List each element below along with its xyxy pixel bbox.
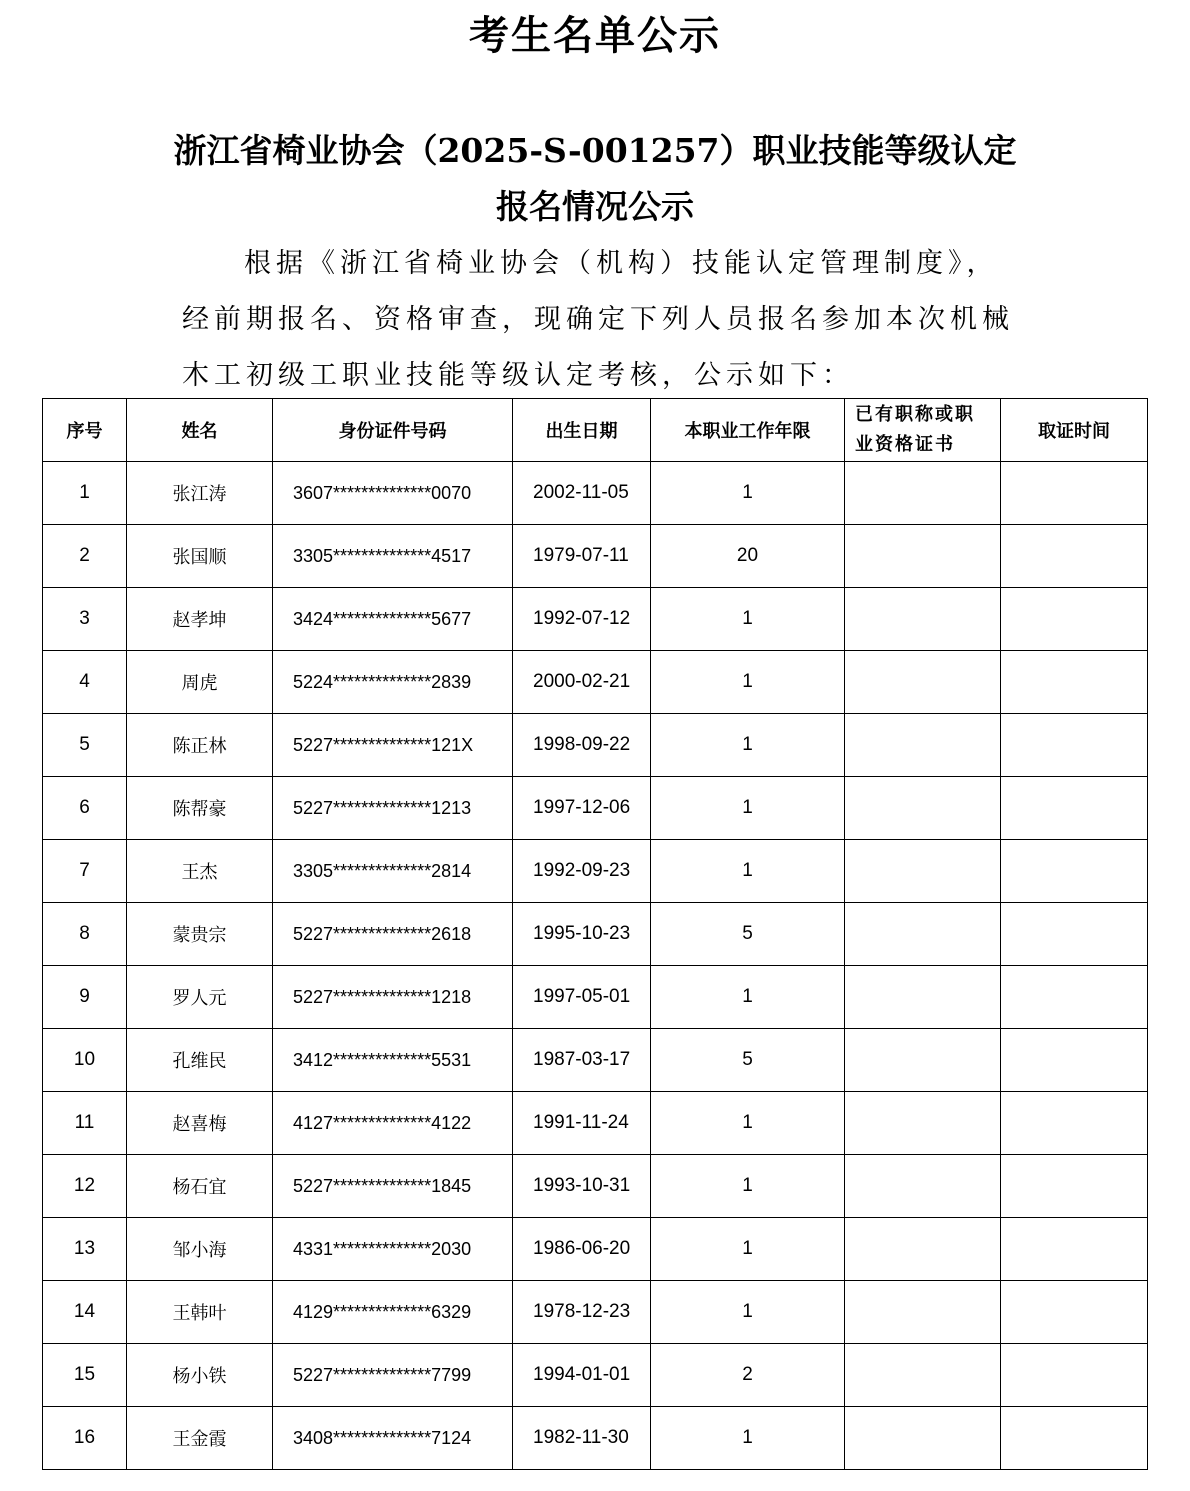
header-certificate [845,399,1001,462]
cell-seq: 1 [43,462,127,525]
cell-certificate [845,903,1001,966]
cell-id-number: 4127**************4122 [273,1092,513,1155]
cell-certificate [845,714,1001,777]
cell-certificate [845,1029,1001,1092]
cell-work-years: 1 [651,462,845,525]
table-row [43,714,1148,777]
cell-seq: 16 [43,1407,127,1470]
cell-work-years: 1 [651,840,845,903]
cell-name: 王韩叶 [127,1281,273,1344]
cell-birth-date: 1998-09-22 [513,714,651,777]
table-row [43,1218,1148,1281]
cell-name: 赵孝坤 [127,588,273,651]
cell-id-number: 5227**************7799 [273,1344,513,1407]
cell-seq: 3 [43,588,127,651]
cell-birth-date: 1978-12-23 [513,1281,651,1344]
cell-id-number: 5224**************2839 [273,651,513,714]
cell-seq: 10 [43,1029,127,1092]
table-row [43,1029,1148,1092]
cell-issue-time [1001,1281,1148,1344]
cell-work-years: 1 [651,714,845,777]
cell-seq: 8 [43,903,127,966]
cell-name: 张江涛 [127,462,273,525]
cell-seq: 14 [43,1281,127,1344]
document-title-line-2: 报名情况公示 [496,187,694,226]
table-header-row [43,399,1148,462]
header-birth-date: 出生日期 [513,399,651,462]
cell-birth-date: 1991-11-24 [513,1092,651,1155]
cell-birth-date: 1982-11-30 [513,1407,651,1470]
cell-issue-time [1001,840,1148,903]
table-row [43,525,1148,588]
cell-id-number: 3424**************5677 [273,588,513,651]
page-title: 考生名单公示 [469,12,721,59]
cell-seq: 4 [43,651,127,714]
cell-work-years: 1 [651,651,845,714]
cell-seq: 9 [43,966,127,1029]
cell-seq: 12 [43,1155,127,1218]
cell-name: 王杰 [127,840,273,903]
cell-issue-time [1001,903,1148,966]
cell-issue-time [1001,1029,1148,1092]
cell-birth-date: 1987-03-17 [513,1029,651,1092]
cell-name: 邹小海 [127,1218,273,1281]
cell-issue-time [1001,1092,1148,1155]
cell-work-years: 1 [651,777,845,840]
table-body [43,462,1148,1470]
cell-certificate [845,840,1001,903]
cell-issue-time [1001,462,1148,525]
cell-work-years: 1 [651,1155,845,1218]
cell-work-years: 20 [651,525,845,588]
table-row [43,651,1148,714]
cell-work-years: 1 [651,1092,845,1155]
cell-certificate [845,1155,1001,1218]
cell-seq: 7 [43,840,127,903]
cell-seq: 5 [43,714,127,777]
cell-id-number: 3305**************2814 [273,840,513,903]
cell-certificate [845,1281,1001,1344]
cell-birth-date: 1979-07-11 [513,525,651,588]
cell-issue-time [1001,714,1148,777]
cell-issue-time [1001,1155,1148,1218]
cell-birth-date: 1993-10-31 [513,1155,651,1218]
cell-issue-time [1001,1218,1148,1281]
cell-birth-date: 2000-02-21 [513,651,651,714]
cell-work-years: 2 [651,1344,845,1407]
table-header [43,399,1148,462]
cell-id-number: 5227**************121X [273,714,513,777]
table-row [43,1344,1148,1407]
cell-birth-date: 1997-12-06 [513,777,651,840]
cell-certificate [845,462,1001,525]
cell-id-number: 5227**************2618 [273,903,513,966]
cell-issue-time [1001,525,1148,588]
cell-name: 赵喜梅 [127,1092,273,1155]
cell-seq: 13 [43,1218,127,1281]
intro-paragraph-line-3: 木工初级工职业技能等级认定考核，公示如下： [182,360,854,391]
cell-issue-time [1001,588,1148,651]
cell-id-number: 4331**************2030 [273,1218,513,1281]
cell-name: 蒙贵宗 [127,903,273,966]
cell-birth-date: 1995-10-23 [513,903,651,966]
cell-certificate [845,777,1001,840]
intro-paragraph-line-1: 根据《浙江省椅业协会（机构）技能认定管理制度》， [244,248,999,279]
cell-id-number: 4129**************6329 [273,1281,513,1344]
header-seq: 序号 [43,399,127,462]
table-row [43,1092,1148,1155]
candidate-table [42,398,1148,1470]
table-row [43,462,1148,525]
table-row [43,1281,1148,1344]
intro-paragraph-line-2: 经前期报名、资格审查，现确定下列人员报名参加本次机械 [182,304,1014,335]
cell-birth-date: 1997-05-01 [513,966,651,1029]
table-row [43,966,1148,1029]
cell-name: 杨石宜 [127,1155,273,1218]
table-row [43,1155,1148,1218]
cell-name: 王金霞 [127,1407,273,1470]
cell-issue-time [1001,1407,1148,1470]
cell-issue-time [1001,777,1148,840]
table-row [43,840,1148,903]
document-title-line-1: 浙江省椅业协会（2025-S-001257）职业技能等级认定 [173,131,1017,170]
cell-name: 孔维民 [127,1029,273,1092]
cell-certificate [845,966,1001,1029]
cell-certificate [845,1218,1001,1281]
cell-seq: 6 [43,777,127,840]
cell-id-number: 3607**************0070 [273,462,513,525]
table-row [43,777,1148,840]
header-name: 姓名 [127,399,273,462]
cell-id-number: 3412**************5531 [273,1029,513,1092]
cell-birth-date: 2002-11-05 [513,462,651,525]
header-certificate-line-2: 业资格证书 [855,434,955,455]
cell-name: 杨小铁 [127,1344,273,1407]
cell-seq: 11 [43,1092,127,1155]
cell-id-number: 3408**************7124 [273,1407,513,1470]
cell-certificate [845,1092,1001,1155]
cell-birth-date: 1992-09-23 [513,840,651,903]
cell-name: 张国顺 [127,525,273,588]
cell-name: 陈帮豪 [127,777,273,840]
cell-work-years: 1 [651,966,845,1029]
header-certificate-line-1: 已有职称或职 [855,404,975,425]
cell-id-number: 3305**************4517 [273,525,513,588]
header-work-years: 本职业工作年限 [651,399,845,462]
cell-id-number: 5227**************1213 [273,777,513,840]
cell-certificate [845,1407,1001,1470]
cell-work-years: 5 [651,1029,845,1092]
header-id-number: 身份证件号码 [273,399,513,462]
cell-name: 周虎 [127,651,273,714]
cell-birth-date: 1994-01-01 [513,1344,651,1407]
table-row [43,903,1148,966]
cell-work-years: 1 [651,588,845,651]
header-issue-time: 取证时间 [1001,399,1148,462]
cell-id-number: 5227**************1845 [273,1155,513,1218]
cell-birth-date: 1992-07-12 [513,588,651,651]
table-row [43,1407,1148,1470]
cell-issue-time [1001,651,1148,714]
cell-name: 陈正林 [127,714,273,777]
table-row [43,588,1148,651]
cell-name: 罗人元 [127,966,273,1029]
cell-seq: 2 [43,525,127,588]
cell-issue-time [1001,966,1148,1029]
cell-certificate [845,588,1001,651]
cell-certificate [845,651,1001,714]
cell-birth-date: 1986-06-20 [513,1218,651,1281]
cell-certificate [845,1344,1001,1407]
cell-issue-time [1001,1344,1148,1407]
cell-work-years: 1 [651,1407,845,1470]
cell-work-years: 5 [651,903,845,966]
cell-id-number: 5227**************1218 [273,966,513,1029]
cell-work-years: 1 [651,1281,845,1344]
cell-seq: 15 [43,1344,127,1407]
cell-work-years: 1 [651,1218,845,1281]
cell-certificate [845,525,1001,588]
